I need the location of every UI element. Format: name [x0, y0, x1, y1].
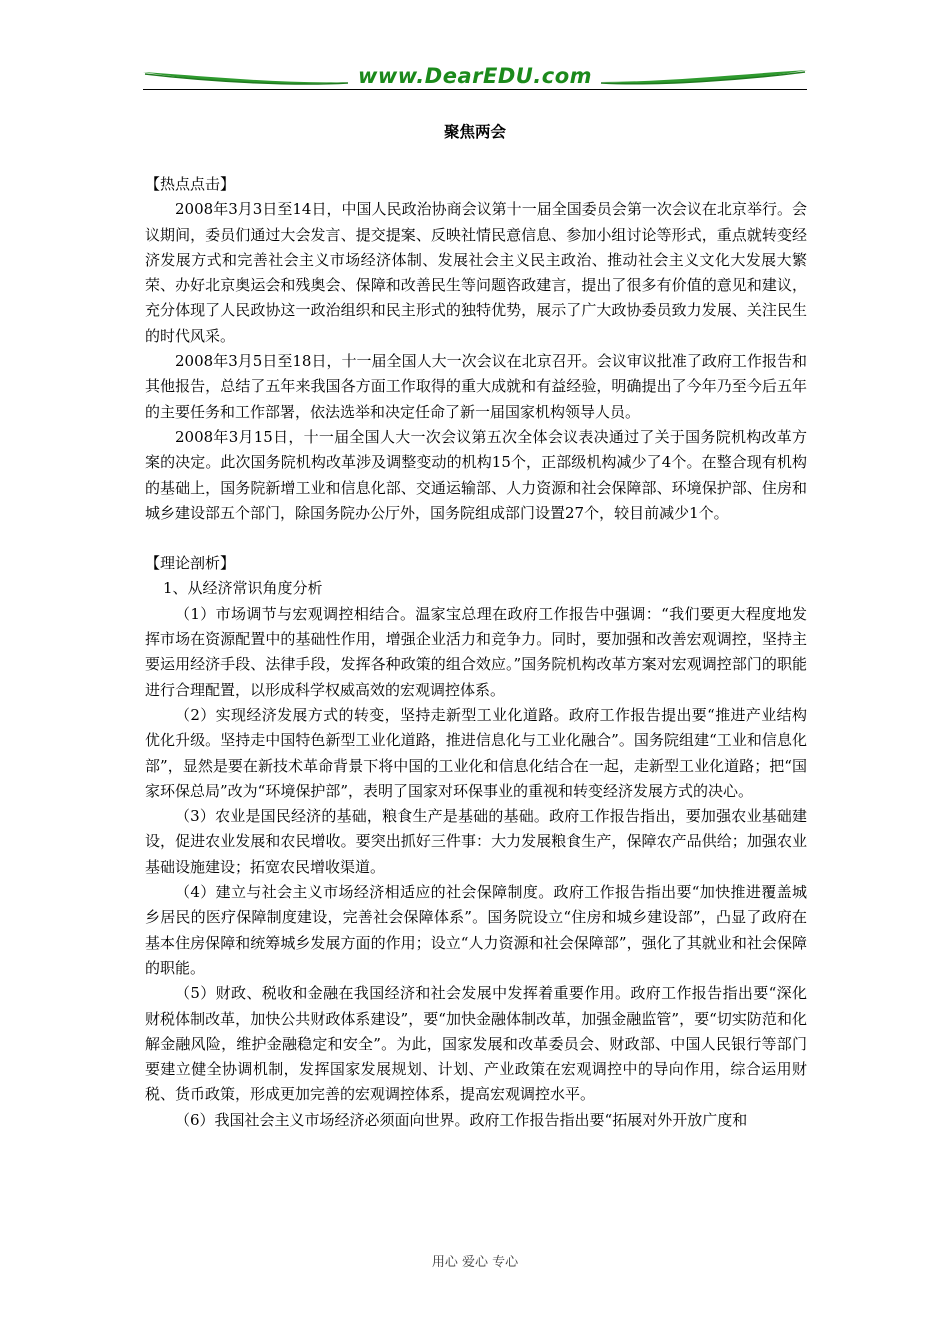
site-header: [143, 62, 807, 92]
paragraph: （1）市场调节与宏观调控相结合。温家宝总理在政府工作报告中强调：“我们要更大程度地发挥市场在资源配置中的基础性作用，增强企业活力和竞争力。同时，要加强和改善宏观调控，坚持主要运用经济手段、法律手段，发挥各种政策的组合效应。”国务院机构改革方案对宏观调控部门的职能进行合理配置，以形成科学权威高效的宏观调控体系。: [145, 604, 807, 699]
paragraph: 2008年3月5日至18日，十一届全国人大一次会议在北京召开。会议审议批准了政府工作报告和其他报告，总结了五年来我国各方面工作取得的重大成就和有益经验，明确提出了今年乃至今后五年的主要任务和工作部署，依法选举和决定任命了新一届国家机构领导人员。: [145, 352, 807, 421]
paragraph: （6）我国社会主义市场经济必须面向世界。政府工作报告指出要“拓展对外开放广度和: [175, 1110, 748, 1129]
section-heading-hot: 【热点点击】: [145, 175, 236, 193]
site-logo-text: www.DearEDU.com: [357, 64, 593, 88]
paragraph: 2008年3月3日至14日，中国人民政治协商会议第十一届全国委员会第一次会议在北京举行。会议期间，委员们通过大会发言、提交提案、反映社情民意信息、参加小组讨论等形式，重点就转变经济发展方式和完善社会主义市场经济体制、发展社会主义民主政治、推动社会主义文化大发展大繁荣、办好北京奥运会和残奥会、保障和改善民生等问题咨政建言，提出了很多有价值的意见和建议，充分体现了人民政协这一政治组织和民主形式的独特优势，展示了广大政协委员致力发展、关注民生的时代风采。: [145, 200, 807, 345]
article-body: [145, 172, 807, 1133]
spacer: [145, 526, 807, 551]
page-title: 聚焦两会: [443, 123, 506, 141]
subheading: 1、从经济常识角度分析: [163, 579, 323, 598]
paragraph: 2008年3月15日，十一届全国人大一次会议第五次全体会议表决通过了关于国务院机构改革方案的决定。此次国务院机构改革涉及调整变动的机构15个，正部级机构减少了4个。在整合现有机构的基础上，国务院新增工业和信息化部、交通运输部、人力资源和社会保障部、环境保护部、住房和城乡建设部五个部门，除国务院办公厅外，国务院组成部门设置27个，较目前减少1个。: [145, 427, 807, 522]
paragraph: （4）建立与社会主义市场经济相适应的社会保障制度。政府工作报告指出要“加快推进覆盖城乡居民的医疗保障制度建设，完善社会保障体系”。国务院设立“住房和城乡建设部”，凸显了政府在基本住房保障和统筹城乡发展方面的作用；设立“人力资源和社会保障部”，强化了其就业和社会保障的职能。: [145, 883, 807, 977]
header-divider: [143, 89, 807, 90]
paragraph: （3）农业是国民经济的基础，粮食生产是基础的基础。政府工作报告指出，要加强农业基础建设，促进农业发展和农民增收。要突出抓好三件事：大力发展粮食生产，保障农产品供给；加强农业基础设施建设；拓宽农民增收渠道。: [145, 807, 807, 876]
paragraph: （5）财政、税收和金融在我国经济和社会发展中发挥着重要作用。政府工作报告指出要“深化财税体制改革，加快公共财政体系建设”，要“加快金融体制改革，加强金融监管”，要“切实防范和化解金融风险，维护金融稳定和安全”。为此，国家发展和改革委员会、财政部、中国人民银行等部门要建立健全协调机制，发挥国家发展规划、计划、产业政策在宏观调控中的导向作用，综合运用财税、货币政策，形成更加完善的宏观调控体系，提高宏观调控水平。: [145, 984, 807, 1104]
page-footer: 用心 爱心 专心: [431, 1255, 519, 1270]
section-heading-theory: 【理论剖析】: [145, 554, 236, 573]
paragraph: （2）实现经济发展方式的转变，坚持走新型工业化道路。政府工作报告提出要“推进产业结构优化升级。坚持走中国特色新型工业化道路，推进信息化与工业化融合”。国务院组建“工业和信息化部”，显然是要在新技术革命背景下将中国的工业化和信息化结合在一起，走新型工业化道路；把“国家环保总局”改为“环境保护部”，表明了国家对环保事业的重视和转变经济发展方式的决心。: [145, 705, 807, 800]
